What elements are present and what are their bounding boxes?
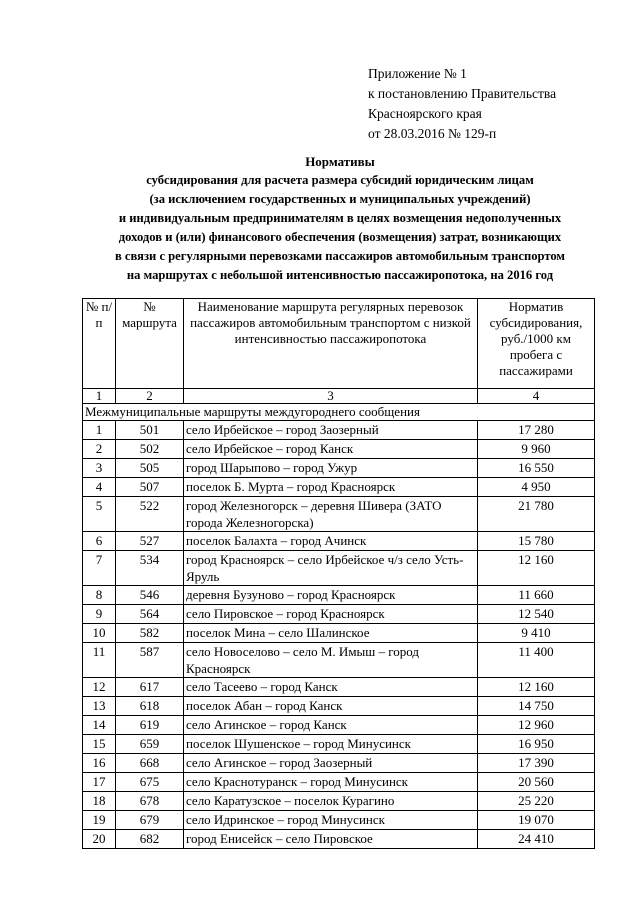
route-number: 582 <box>116 624 184 643</box>
table-row <box>83 497 595 532</box>
table-row <box>83 811 595 830</box>
table-row <box>83 421 595 440</box>
route-name: село Тасеево – город Канск <box>184 678 478 697</box>
route-number: 619 <box>116 716 184 735</box>
route-name: село Агинское – город Канск <box>184 716 478 735</box>
table-row <box>83 586 595 605</box>
subsidy-norm: 16 550 <box>478 459 595 478</box>
table-row <box>83 735 595 754</box>
route-number: 534 <box>116 551 184 586</box>
route-number: 618 <box>116 697 184 716</box>
route-name: город Енисейск – село Пировское <box>184 830 478 849</box>
row-number: 1 <box>83 421 116 440</box>
route-number: 564 <box>116 605 184 624</box>
heading-line: субсидирования для расчета размера субсидий юридическим лицам <box>146 173 534 187</box>
header-num: № п/п <box>83 299 116 389</box>
route-number: 587 <box>116 643 184 678</box>
row-number: 14 <box>83 716 116 735</box>
row-number: 7 <box>83 551 116 586</box>
section-title: Межмуниципальные маршруты междугороднего сообщения <box>83 404 595 421</box>
table-row <box>83 478 595 497</box>
row-number: 9 <box>83 605 116 624</box>
route-name: поселок Мина – село Шалинское <box>184 624 478 643</box>
row-number: 15 <box>83 735 116 754</box>
route-name: город Красноярск – село Ирбейское ч/з село Усть-Яруль <box>184 551 478 586</box>
column-number: 3 <box>184 389 478 404</box>
route-name: поселок Абан – город Канск <box>184 697 478 716</box>
row-number: 11 <box>83 643 116 678</box>
route-name: город Шарыпово – город Ужур <box>184 459 478 478</box>
route-number: 501 <box>116 421 184 440</box>
row-number: 6 <box>83 532 116 551</box>
subsidy-norm: 20 560 <box>478 773 595 792</box>
heading-line: доходов и (или) финансового обеспечения (возмещения) затрат, возникающих <box>118 230 562 244</box>
row-number: 13 <box>83 697 116 716</box>
route-name: поселок Шушенское – город Минусинск <box>184 735 478 754</box>
table-row <box>83 605 595 624</box>
row-number: 20 <box>83 830 116 849</box>
table-row <box>83 459 595 478</box>
table-row <box>83 678 595 697</box>
subsidy-norm: 17 390 <box>478 754 595 773</box>
appendix-reference <box>368 64 556 144</box>
table-row <box>83 643 595 678</box>
row-number: 18 <box>83 792 116 811</box>
table-row <box>83 551 595 586</box>
table-row <box>83 440 595 459</box>
subsidy-norm: 25 220 <box>478 792 595 811</box>
row-number: 3 <box>83 459 116 478</box>
subsidy-norm: 24 410 <box>478 830 595 849</box>
subsidy-norm: 11 660 <box>478 586 595 605</box>
row-number: 12 <box>83 678 116 697</box>
route-name: поселок Б. Мурта – город Красноярск <box>184 478 478 497</box>
row-number: 8 <box>83 586 116 605</box>
appendix-line: Приложение № 1 <box>368 66 467 81</box>
row-number: 4 <box>83 478 116 497</box>
route-name: село Ирбейское – город Канск <box>184 440 478 459</box>
document-title: Нормативы <box>305 154 375 169</box>
table-row <box>83 716 595 735</box>
route-number: 617 <box>116 678 184 697</box>
route-name: деревня Бузуново – город Красноярск <box>184 586 478 605</box>
route-number: 502 <box>116 440 184 459</box>
subsidy-norm: 9 410 <box>478 624 595 643</box>
table-row <box>83 773 595 792</box>
table-row <box>83 830 595 849</box>
route-name: село Ирбейское – город Заозерный <box>184 421 478 440</box>
route-number: 668 <box>116 754 184 773</box>
header-route-number: № маршрута <box>116 299 184 389</box>
subsidy-norm: 14 750 <box>478 697 595 716</box>
subsidy-norm: 9 960 <box>478 440 595 459</box>
route-number: 505 <box>116 459 184 478</box>
route-name: село Краснотуранск – город Минусинск <box>184 773 478 792</box>
route-number: 527 <box>116 532 184 551</box>
row-number: 10 <box>83 624 116 643</box>
table-row <box>83 697 595 716</box>
row-number: 19 <box>83 811 116 830</box>
table-row <box>83 792 595 811</box>
table-row <box>83 532 595 551</box>
subsidy-norm: 21 780 <box>478 497 595 532</box>
document-heading <box>60 152 620 285</box>
subsidy-norm: 16 950 <box>478 735 595 754</box>
row-number: 16 <box>83 754 116 773</box>
subsidy-norm: 17 280 <box>478 421 595 440</box>
route-number: 682 <box>116 830 184 849</box>
header-norm: Норматив субсидирования, руб./1000 км пробега с пассажирами <box>478 299 595 389</box>
subsidy-norm: 12 160 <box>478 551 595 586</box>
route-name: село Новоселово – село М. Имыш – город Красноярск <box>184 643 478 678</box>
route-number: 678 <box>116 792 184 811</box>
route-name: село Пировское – город Красноярск <box>184 605 478 624</box>
route-name: поселок Балахта – город Ачинск <box>184 532 478 551</box>
row-number: 17 <box>83 773 116 792</box>
column-number: 2 <box>116 389 184 404</box>
column-number: 1 <box>83 389 116 404</box>
route-name: село Идринское – город Минусинск <box>184 811 478 830</box>
subsidy-norm: 12 960 <box>478 716 595 735</box>
subsidy-norm: 15 780 <box>478 532 595 551</box>
route-number: 659 <box>116 735 184 754</box>
route-number: 507 <box>116 478 184 497</box>
table-row <box>83 754 595 773</box>
heading-line: в связи с регулярными перевозками пассажиров автомобильным транспортом <box>114 249 565 263</box>
subsidy-norm: 12 540 <box>478 605 595 624</box>
subsidy-norm: 19 070 <box>478 811 595 830</box>
route-name: село Каратузское – поселок Курагино <box>184 792 478 811</box>
route-number: 679 <box>116 811 184 830</box>
row-number: 2 <box>83 440 116 459</box>
appendix-line: от 28.03.2016 № 129-п <box>368 126 497 141</box>
header-route-name: Наименование маршрута регулярных перевозок пассажиров автомобильным транспортом с низкой интенсивностью пассажиропотока <box>184 299 478 389</box>
route-number: 546 <box>116 586 184 605</box>
appendix-line: Красноярского края <box>368 106 482 121</box>
route-name: город Железногорск – деревня Шивера (ЗАТО города Железногорска) <box>184 497 478 532</box>
appendix-line: к постановлению Правительства <box>368 86 557 101</box>
route-number: 522 <box>116 497 184 532</box>
subsidy-norm: 11 400 <box>478 643 595 678</box>
heading-line: на маршрутах с небольшой интенсивностью пассажиропотока, на 2016 год <box>126 268 554 282</box>
heading-line: (за исключением государственных и муниципальных учреждений) <box>149 192 531 206</box>
subsidy-norm: 4 950 <box>478 478 595 497</box>
table-row <box>83 624 595 643</box>
heading-line: и индивидуальным предпринимателям в целях возмещения недополученных <box>118 211 562 225</box>
route-name: село Агинское – город Заозерный <box>184 754 478 773</box>
route-number: 675 <box>116 773 184 792</box>
subsidy-norm: 12 160 <box>478 678 595 697</box>
column-number: 4 <box>478 389 595 404</box>
routes-table <box>82 298 595 849</box>
row-number: 5 <box>83 497 116 532</box>
